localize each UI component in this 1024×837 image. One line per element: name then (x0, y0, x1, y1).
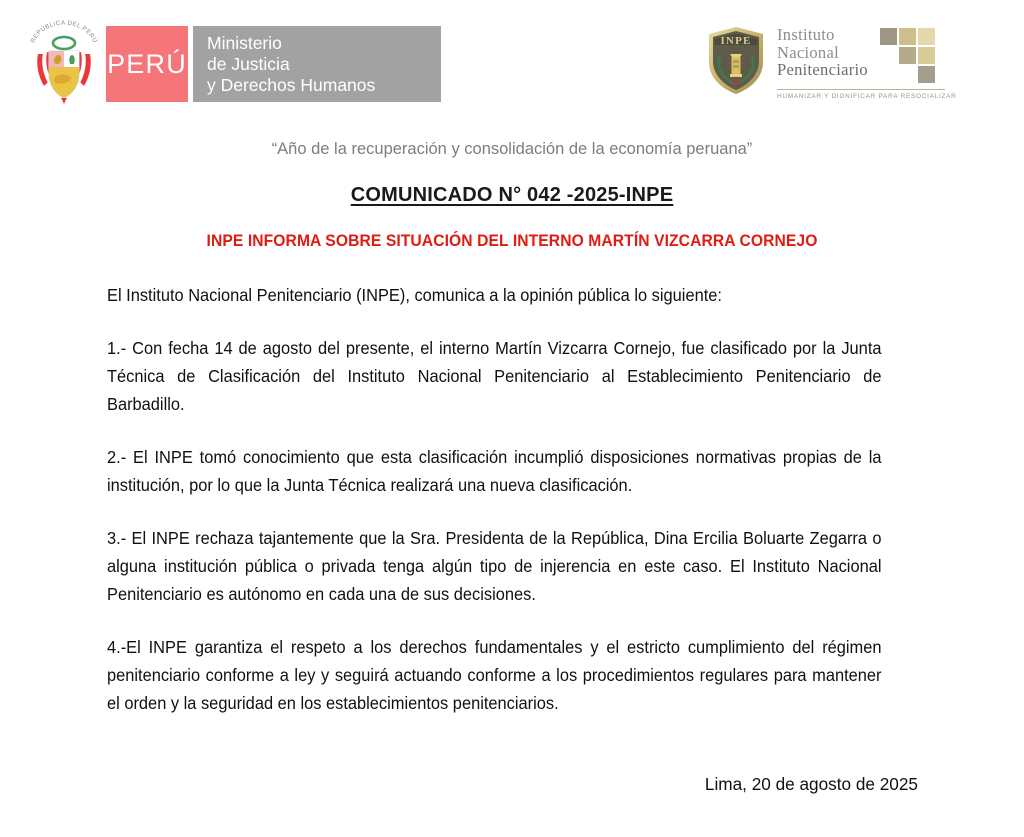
paragraph-4: 4.-El INPE garantiza el respeto a los derechos fundamentales y el estricto cumplimiento del régimen penitenciario conforme a ley y seguirá actuando conforme a los procedimientos regulares para mantener el orden y la seguridad en los establecimientos penitenciarios. (107, 637, 882, 713)
inpe-shield-icon (703, 24, 769, 96)
page-headline: INPE INFORMA SOBRE SITUACIÓN DEL INTERNO MARTÍN VIZCARRA CORNEJO (206, 231, 818, 250)
square-3 (918, 28, 935, 45)
paragraph-1: 1.- Con fecha 14 de agosto del presente, el interno Martín Vizcarra Cornejo, fue clasificado por la Junta Técnica de Clasificación del Instituto Nacional Penitenciario al Establecimiento Penitenciario de Barbadillo. (107, 338, 882, 414)
inpe-word-instituto: Instituto (777, 25, 835, 44)
square-4 (899, 47, 916, 64)
peru-label: PERÚ (107, 48, 187, 79)
peru-coat-of-arms (28, 18, 100, 110)
comunicado-title (0, 184, 1024, 207)
square-1 (880, 28, 897, 45)
inpe-tagline: HUMANIZAR Y DIGNIFICAR PARA RESOCIALIZAR (777, 93, 957, 100)
document-header (0, 0, 1024, 118)
year-motto: “Año de la recuperación y consolidación de la economía peruana” (271, 140, 753, 158)
ministry-name-block (193, 26, 441, 102)
signoff-date: Lima, 20 de agosto de 2025 (704, 774, 918, 794)
square-2 (899, 28, 916, 45)
inpe-divider (777, 89, 945, 90)
coat-of-arms-label: REPÚBLICA DEL PERÚ (29, 20, 99, 45)
inpe-word-penitenciario: Penitenciario (777, 60, 868, 79)
comunicado-title-text: COMUNICADO N° 042 -2025-INPE (350, 184, 674, 206)
peru-brand-block (106, 26, 188, 102)
document-body (107, 281, 918, 717)
paragraph-3: 3.- El INPE rechaza tajantemente que la Sra. Presidenta de la República, Dina Ercilia Boluarte Zegarra o alguna institución pública o privada tenga algún tipo de injerencia en este caso. El Instituto Nacional Penitenciario es autónomo en cada una de sus decisiones. (107, 528, 882, 604)
ministry-line-2: de Justicia (207, 53, 290, 74)
inpe-logo (703, 24, 957, 104)
minjus-logo (28, 18, 441, 110)
inpe-word-nacional: Nacional (777, 42, 839, 62)
square-6 (918, 66, 935, 83)
ministry-line-1: Ministerio (207, 32, 282, 53)
ministry-line-3: y Derechos Humanos (207, 74, 376, 95)
intro-paragraph: El Instituto Nacional Penitenciario (INPE), comunica a la opinión pública lo siguiente: (107, 285, 722, 305)
peru-shield-icon (34, 34, 94, 106)
square-5 (918, 47, 935, 64)
paragraph-2: 2.- El INPE tomó conocimiento que esta clasificación incumplió disposiciones normativas propias de la institución, por lo que la Junta Técnica realizará una nueva clasificación. (107, 447, 882, 495)
inpe-wordmark (777, 26, 957, 100)
inpe-shield-label: INPE (720, 35, 752, 47)
inpe-squares-pattern (880, 28, 954, 86)
